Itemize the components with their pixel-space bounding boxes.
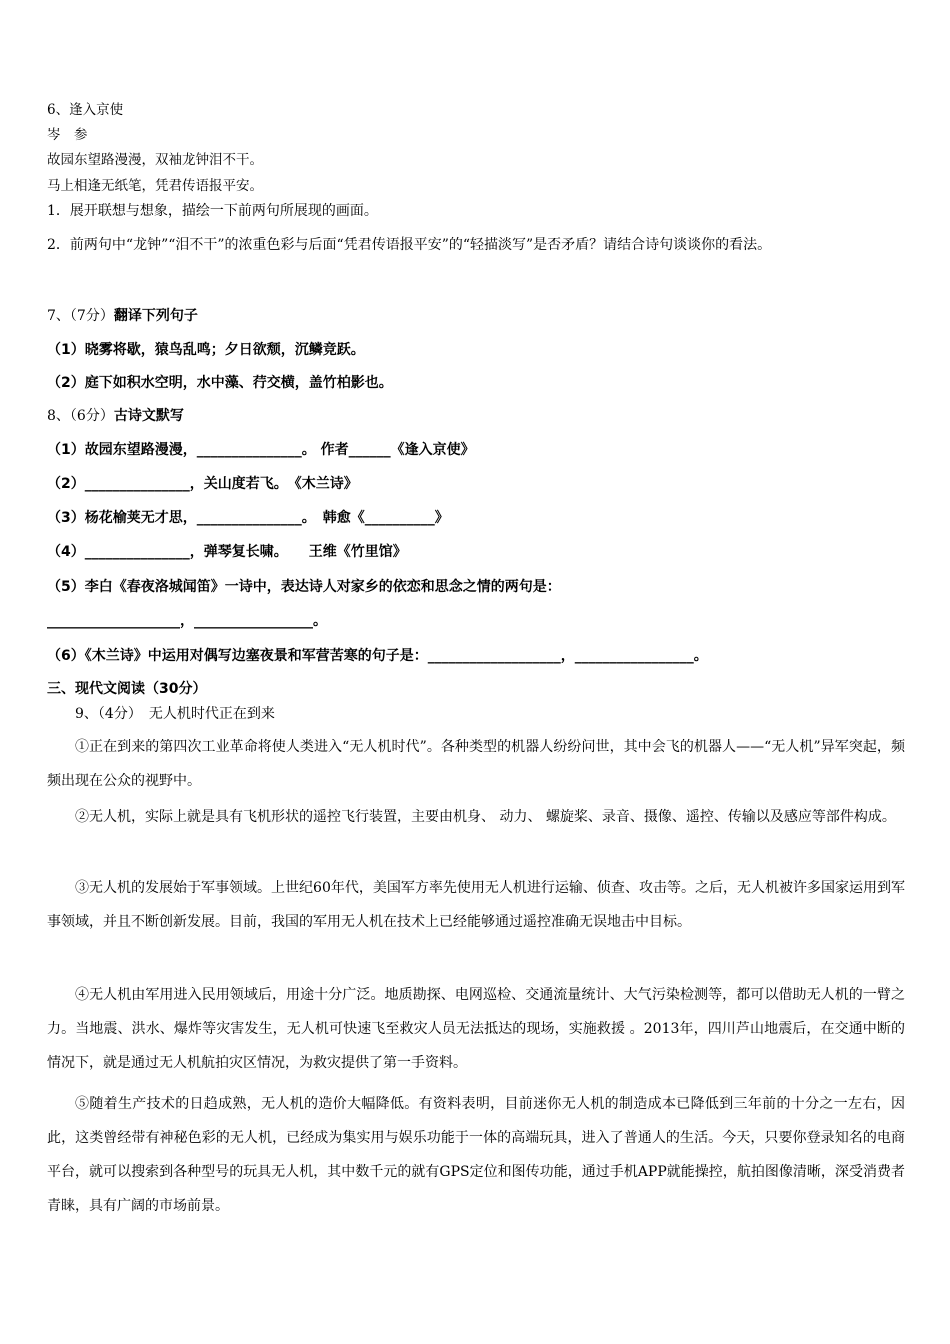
reading-paragraph-5: ⑤随着生产技术的日趋成熟，无人机的造价大幅降低。有资料表明，目前迷你无人机的制造成本已降低到三年前的十分之一左右，因此，这类曾经带有神秘色彩的无人机，已经成为集实用与娱乐功能于一体的高端玩具，进入了普通人的生活。今天，只要你登录知名的电商平台，就可以搜索到各种型号的玩具无人机，其中数千元的就有GPS定位和图传功能，通过手机APP就能操控，航拍图像清晰，深受消费者青睐，具有广阔的市场前景。 [47, 1096, 905, 1214]
question-8-item-5-answer-blank: ___________________，_________________。 [47, 613, 327, 629]
question-8-number: 8、（6分） [47, 408, 114, 424]
question-8-item-5: （5）李白《春夜洛城闻笛》一诗中，表达诗人对家乡的依恋和思念之情的两句是： [47, 579, 561, 595]
poem-line-1: 故园东望路漫漫，双袖龙钟泪不干。 [47, 152, 263, 168]
reading-paragraph-2: ②无人机，实际上就是具有飞机形状的遥控飞行装置，主要由机身、 动力、 螺旋桨、录音、摄像、遥控、传输以及感应等部件构成。 [75, 809, 896, 825]
reading-paragraph-3: ③无人机的发展始于军事领域。上世纪60年代，美国军方率先使用无人机进行运输、侦查、攻击等。之后，无人机被许多国家运用到军事领域，并且不断创新发展。目前，我国的军用无人机在技术上已经能够通过遥控准确无误地击中目标。 [47, 880, 905, 930]
reading-paragraph-4: ④无人机由军用进入民用领域后，用途十分广泛。地质勘探、电网巡检、交通流量统计、大气污染检测等，都可以借助无人机的一臂之力。当地震、洪水、爆炸等灾害发生，无人机可快速飞至救灾人员无法抵达的现场，实施救援 。2013年，四川芦山地震后，在交通中断的情况下，就是通过无人机航拍灾区情况，为救灾提供了第一手资料。 [47, 987, 905, 1071]
question-7-sentence-2: （2）庭下如积水空明，水中藻、荇交横，盖竹柏影也。 [47, 375, 393, 391]
question-8-instruction: 古诗文默写 [113, 408, 184, 424]
poem-author: 岑 参 [47, 127, 88, 143]
question-8-item-2: （2）_______________，关山度若飞。 《木兰诗》 [47, 476, 358, 492]
poem-title: 6、逢入京使 [47, 102, 124, 118]
section-3-title: 三、现代文阅读（30分） [47, 681, 207, 697]
question-6-2: 2．前两句中“龙钟”“泪不干”的浓重色彩与后面“凭君传语报平安”的“轻描淡写”是否矛盾？请结合诗句谈谈你的看法。 [47, 237, 772, 253]
reading-paragraph-1: ①正在到来的第四次工业革命将使人类进入“无人机时代”。各种类型的机器人纷纷问世，其中会飞的机器人——“无人机”异军突起，频频出现在公众的视野中。 [47, 739, 905, 789]
question-8-item-1: （1）故园东望路漫漫，_______________。 作者______《逢入京使》 [47, 442, 475, 458]
question-7-header [47, 307, 198, 325]
question-7-sentence-1: （1）晓雾将歇，猿鸟乱鸣；夕日欲颓，沉鳞竞跃。 [47, 342, 365, 358]
question-6-1: 1．展开联想与想象，描绘一下前两句所展现的画面。 [47, 203, 378, 219]
question-7-instruction: 翻译下列句子 [113, 308, 198, 324]
poem-line-2: 马上相逢无纸笔，凭君传语报平安。 [47, 178, 263, 194]
question-8-item-6: （6）《木兰诗》中运用对偶写边塞夜景和军营苦寒的句子是：___________________，_________________。 [47, 648, 708, 664]
question-8-item-4: （4）_______________，弹琴复长啸。 王维《竹里馆》 [47, 544, 407, 560]
question-9-header: 9、（4分） 无人机时代正在到来 [75, 706, 275, 722]
question-8-item-3: （3）杨花榆荚无才思，_______________。 韩愈《__________》 [47, 510, 449, 526]
question-7-number: 7、（7分） [47, 308, 114, 324]
question-8-header [47, 407, 184, 425]
